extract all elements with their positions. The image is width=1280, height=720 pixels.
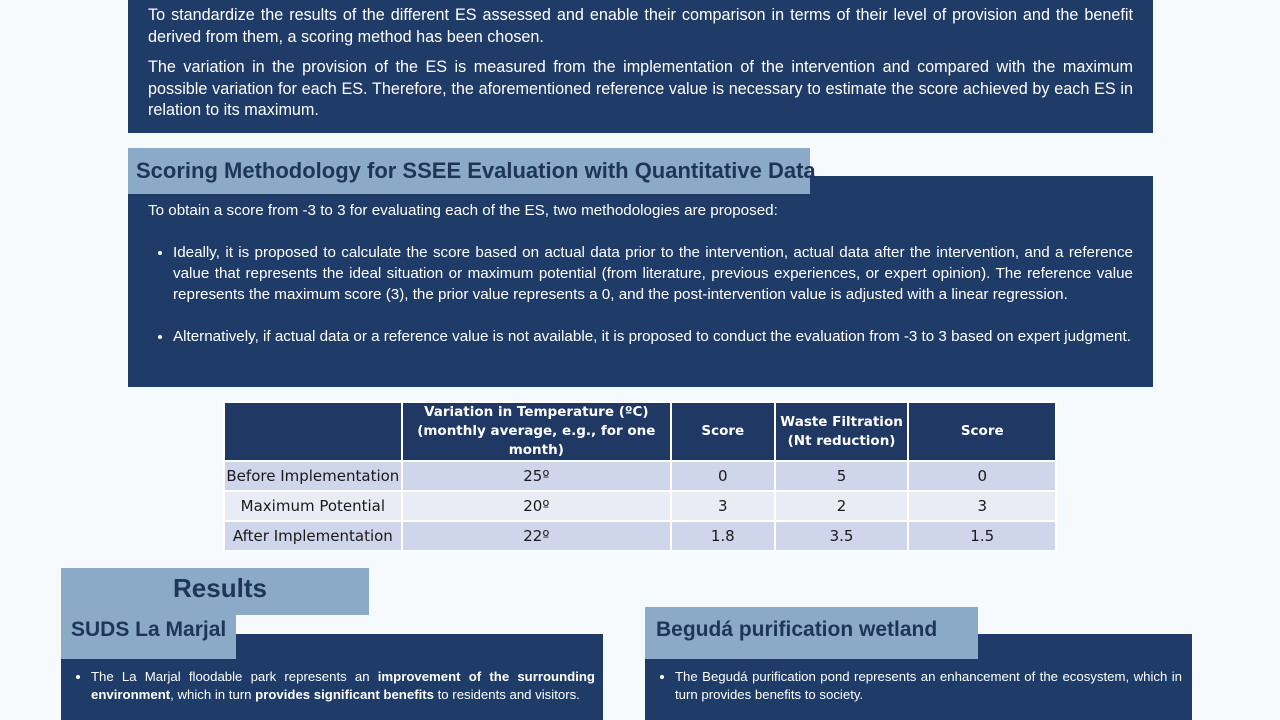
table-cell: 22º — [402, 521, 671, 551]
table-row — [224, 491, 1056, 521]
table-header-waste-filtration: Waste Filtration (Nt reduction) — [775, 402, 909, 461]
table-header-empty — [224, 402, 402, 461]
table-row — [224, 461, 1056, 491]
suds-bullet — [91, 668, 595, 704]
methodology-lead: To obtain a score from -3 to 3 for evaluating each of the ES, two methodologies are proposed: — [148, 202, 778, 219]
table-cell: 20º — [402, 491, 671, 521]
intro-paragraph-1: To standardize the results of the different ES assessed and enable their comparison in terms of their level of provision and the benefit derived from them, a scoring method has been chosen. — [148, 6, 1133, 46]
results-title: Results — [61, 568, 369, 615]
table-header-row — [224, 402, 1056, 461]
table-cell: 0 — [908, 461, 1056, 491]
intro-paragraph-2: The variation in the provision of the ES is measured from the implementation of the intervention and compared with the maximum possible variation for each ES. Therefore, the aforementioned reference value is necessary to estimate the score achieved by each ES in relation to its maximum. — [148, 58, 1133, 119]
table-header-score-filtration: Score — [908, 402, 1056, 461]
beguda-list — [657, 668, 1182, 704]
table-cell-label: Maximum Potential — [224, 491, 402, 521]
methodology-list — [148, 242, 1133, 347]
table-cell-label: After Implementation — [224, 521, 402, 551]
table-cell: 5 — [775, 461, 909, 491]
suds-text-3: to residents and visitors. — [433, 687, 580, 702]
suds-text-2: , which in turn — [170, 687, 256, 702]
intro-panel — [128, 0, 1153, 133]
table-cell: 25º — [402, 461, 671, 491]
suds-bold-2: provides significant benefits — [255, 687, 434, 702]
methodology-panel — [128, 176, 1153, 387]
suds-title: SUDS La Marjal — [61, 614, 236, 659]
suds-list — [73, 668, 595, 704]
table-header-temperature: Variation in Temperature (ºC) (monthly average, e.g., for one month) — [402, 402, 671, 461]
methodology-bullet-2: • Alternatively, if actual data or a reference value is not available, it is proposed to conduct the evaluation from -3 to 3 based on expert judgment. — [173, 326, 1133, 347]
table-cell-label: Before Implementation — [224, 461, 402, 491]
table-cell: 3.5 — [775, 521, 909, 551]
table-cell: 3 — [671, 491, 775, 521]
beguda-title: Begudá purification wetland — [645, 607, 978, 659]
table-header-score-temperature: Score — [671, 402, 775, 461]
beguda-bullet: • The Begudá purification pond represents an enhancement of the ecosystem, which in turn provides benefits to society. — [675, 668, 1182, 704]
table-cell: 3 — [908, 491, 1056, 521]
methodology-bullet-1: • Ideally, it is proposed to calculate the score based on actual data prior to the intervention, actual data after the intervention, and a reference value that represents the ideal situation or maximum potential (from literature, previous experiences, or expert opinion). The reference value represents the maximum score (3), the prior value represents a 0, and the post-intervention value is adjusted with a linear regression. — [173, 242, 1133, 305]
suds-bold-1: improvement of the surrounding environment — [91, 669, 595, 702]
table-cell: 1.5 — [908, 521, 1056, 551]
table-cell: 0 — [671, 461, 775, 491]
table-cell: 2 — [775, 491, 909, 521]
scoring-table — [223, 401, 1057, 552]
suds-text-1: The La Marjal floodable park represents an — [91, 669, 378, 684]
table-cell: 1.8 — [671, 521, 775, 551]
table-row — [224, 521, 1056, 551]
methodology-title: Scoring Methodology for SSEE Evaluation with Quantitative Data — [128, 148, 810, 194]
